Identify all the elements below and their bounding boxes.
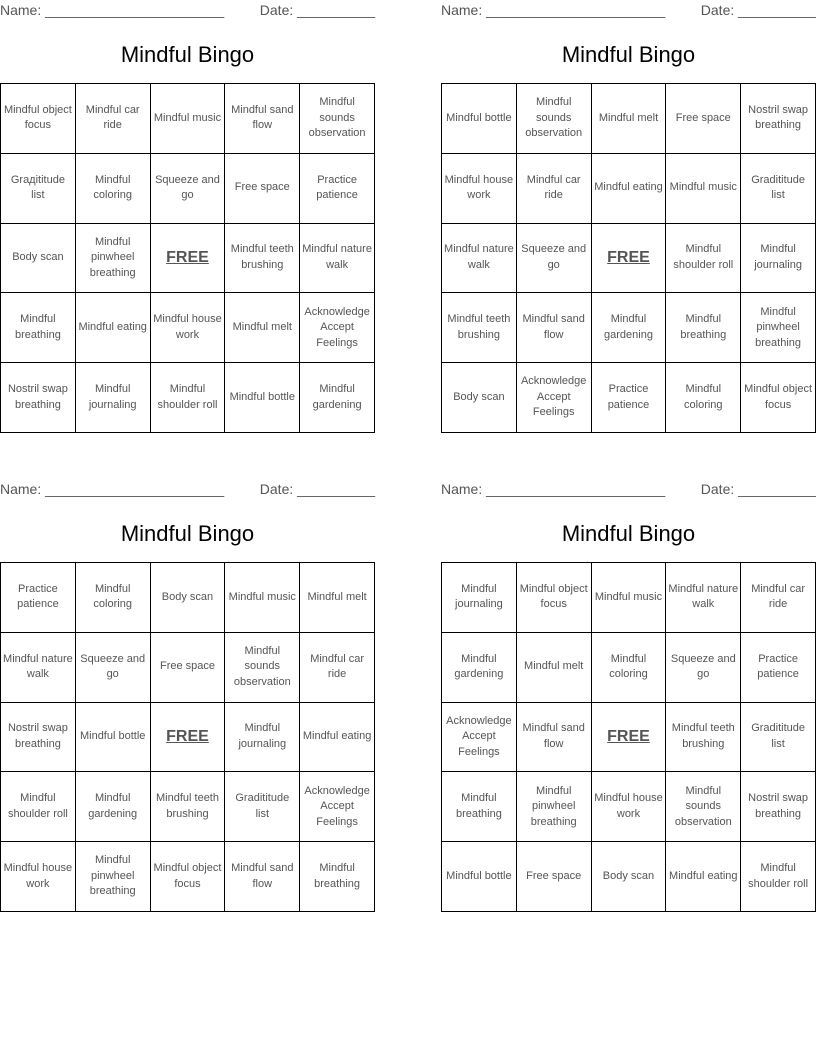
bingo-cell: Mindful shoulder roll <box>1 772 76 842</box>
bingo-cell: Gradititude list <box>225 772 300 842</box>
bingo-cell: Mindful eating <box>666 842 741 912</box>
bingo-cell: Free space <box>666 84 741 154</box>
bingo-cell: Nostril swap breathing <box>1 363 76 433</box>
bingo-cell: Mindful coloring <box>592 633 667 703</box>
bingo-cell: Mindful coloring <box>76 154 151 224</box>
bingo-cell: Mindful object focus <box>1 84 76 154</box>
bingo-cell: Mindful sand flow <box>225 842 300 912</box>
bingo-cell: Mindful journaling <box>741 224 816 294</box>
bingo-cell: Mindful eating <box>76 293 151 363</box>
bingo-cell: Mindful bottle <box>442 84 517 154</box>
bingo-cell: Mindful bottle <box>442 842 517 912</box>
bingo-cell: Mindful melt <box>517 633 592 703</box>
bingo-cell: Mindful teeth brushing <box>151 772 226 842</box>
bingo-cell: Mindful sounds observation <box>225 633 300 703</box>
bingo-cell: Mindful gardening <box>442 633 517 703</box>
name-line: Name: _______________________ <box>0 481 225 497</box>
bingo-cell: Free space <box>151 633 226 703</box>
bingo-grid <box>441 562 816 912</box>
bingo-cell: Acknowledge Accept Feelings <box>300 772 375 842</box>
bingo-cell: Acknowledge Accept Feelings <box>442 703 517 773</box>
bingo-cell: Mindful coloring <box>76 563 151 633</box>
bingo-card-1 <box>0 0 375 411</box>
bingo-cell: Mindful breathing <box>1 293 76 363</box>
bingo-cell: Mindful gardening <box>300 363 375 433</box>
bingo-cell: Practice patience <box>1 563 76 633</box>
bingo-cell: Mindful house work <box>151 293 226 363</box>
bingo-cell: Mindful journaling <box>76 363 151 433</box>
date-line: Date: __________ <box>259 2 375 18</box>
bingo-cell: Body scan <box>442 363 517 433</box>
bingo-cell: Mindful gardening <box>76 772 151 842</box>
bingo-cell: Acknowledge Accept Feelings <box>517 363 592 433</box>
bingo-cell: Mindful bottle <box>225 363 300 433</box>
bingo-card-3 <box>0 479 375 898</box>
bingo-cell: Mindful car ride <box>517 154 592 224</box>
bingo-cell: Mindful melt <box>592 84 667 154</box>
bingo-cell: Mindful house work <box>592 772 667 842</box>
bingo-cell: Mindful object focus <box>517 563 592 633</box>
card-title: Mindful Bingo <box>120 521 255 546</box>
bingo-cell: Mindful breathing <box>666 293 741 363</box>
name-line: Name: _______________________ <box>0 2 225 18</box>
bingo-cell: Acknowledge Accept Feelings <box>300 293 375 363</box>
bingo-cell: Gradititude list <box>741 703 816 773</box>
bingo-cell: Mindful melt <box>300 563 375 633</box>
bingo-cell: Practice patience <box>300 154 375 224</box>
bingo-cell: Mindful music <box>151 84 226 154</box>
bingo-cell: Mindful house work <box>442 154 517 224</box>
bingo-cell: Body scan <box>151 563 226 633</box>
bingo-cell: Mindful object focus <box>151 842 226 912</box>
bingo-grid <box>441 83 816 433</box>
bingo-cell: Mindful nature walk <box>666 563 741 633</box>
name-line: Name: _______________________ <box>441 481 666 497</box>
bingo-cell: Mindful bottle <box>76 703 151 773</box>
free-cell: FREE <box>151 703 226 773</box>
card-title: Mindful Bingo <box>561 42 696 67</box>
card-header <box>0 0 375 22</box>
bingo-cell: Practice patience <box>741 633 816 703</box>
bingo-cell: Nostril swap breathing <box>741 772 816 842</box>
bingo-grid <box>0 83 375 433</box>
bingo-cell: Mindful pinwheel breathing <box>517 772 592 842</box>
bingo-cell: Mindful house work <box>1 842 76 912</box>
bingo-cell: Gradititude list <box>741 154 816 224</box>
date-line: Date: __________ <box>700 2 816 18</box>
bingo-cell: Mindful music <box>592 563 667 633</box>
bingo-cell: Mindful gardening <box>592 293 667 363</box>
bingo-cell: Mindful breathing <box>300 842 375 912</box>
bingo-cell: Mindful breathing <box>442 772 517 842</box>
bingo-cell: Squeeze and go <box>666 633 741 703</box>
bingo-cell: Mindful coloring <box>666 363 741 433</box>
bingo-cell: Squeeze and go <box>517 224 592 294</box>
bingo-cell: Mindful teeth brushing <box>442 293 517 363</box>
card-header <box>441 0 816 22</box>
bingo-cell: Mindful nature walk <box>442 224 517 294</box>
bingo-cell: Mindful teeth brushing <box>225 224 300 294</box>
free-cell: FREE <box>592 703 667 773</box>
bingo-cell: Mindful teeth brushing <box>666 703 741 773</box>
bingo-cell: Mindful sand flow <box>517 703 592 773</box>
card-header <box>0 479 375 501</box>
bingo-cell: Mindful car ride <box>300 633 375 703</box>
bingo-grid <box>0 562 375 912</box>
bingo-cell: Mindful eating <box>300 703 375 773</box>
bingo-cell: Mindful object focus <box>741 363 816 433</box>
free-cell: FREE <box>151 224 226 294</box>
bingo-cell: Grадititude list <box>1 154 76 224</box>
bingo-cell: Mindful sounds observation <box>300 84 375 154</box>
bingo-cell: Nostril swap breathing <box>1 703 76 773</box>
bingo-cell: Squeeze and go <box>76 633 151 703</box>
name-line: Name: _______________________ <box>441 2 666 18</box>
bingo-cell: Squeeze and go <box>151 154 226 224</box>
bingo-cell: Mindful music <box>666 154 741 224</box>
bingo-cell: Mindful pinwheel breathing <box>76 842 151 912</box>
bingo-card-4 <box>441 479 816 890</box>
card-title: Mindful Bingo <box>120 42 255 67</box>
bingo-cell: Mindful music <box>225 563 300 633</box>
bingo-cell: Mindful melt <box>225 293 300 363</box>
bingo-cell: Mindful shoulder roll <box>666 224 741 294</box>
free-cell: FREE <box>592 224 667 294</box>
date-line: Date: __________ <box>259 481 375 497</box>
bingo-cell: Mindful journaling <box>442 563 517 633</box>
bingo-cell: Mindful sounds observation <box>517 84 592 154</box>
card-title: Mindful Bingo <box>561 521 696 546</box>
bingo-cell: Mindful pinwheel breathing <box>76 224 151 294</box>
bingo-cell: Mindful sand flow <box>225 84 300 154</box>
bingo-cell: Mindful pinwheel breathing <box>741 293 816 363</box>
bingo-cell: Practice patience <box>592 363 667 433</box>
bingo-cell: Free space <box>517 842 592 912</box>
bingo-cell: Mindful car ride <box>741 563 816 633</box>
bingo-cell: Mindful nature walk <box>300 224 375 294</box>
bingo-cell: Body scan <box>1 224 76 294</box>
date-line: Date: __________ <box>700 481 816 497</box>
bingo-cell: Body scan <box>592 842 667 912</box>
bingo-cell: Mindful nature walk <box>1 633 76 703</box>
bingo-cell: Mindful shoulder roll <box>741 842 816 912</box>
bingo-cell: Mindful eating <box>592 154 667 224</box>
bingo-cell: Mindful journaling <box>225 703 300 773</box>
bingo-cell: Nostril swap breathing <box>741 84 816 154</box>
bingo-cell: Mindful shoulder roll <box>151 363 226 433</box>
bingo-cell: Mindful car ride <box>76 84 151 154</box>
bingo-card-2 <box>441 0 816 419</box>
bingo-cell: Mindful sounds observation <box>666 772 741 842</box>
bingo-cell: Mindful sand flow <box>517 293 592 363</box>
card-header <box>441 479 816 501</box>
bingo-cell: Free space <box>225 154 300 224</box>
